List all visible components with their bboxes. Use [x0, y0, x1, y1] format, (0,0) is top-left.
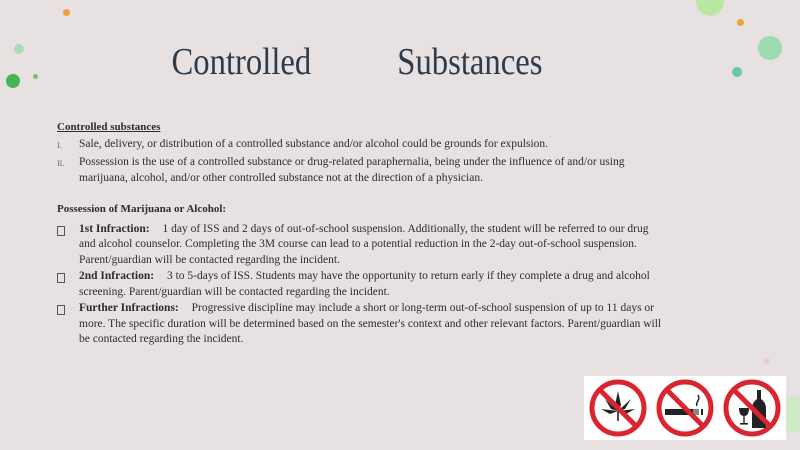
prohibition-signs [584, 376, 786, 440]
no-marijuana-icon [588, 378, 648, 438]
decor-dot [6, 74, 20, 88]
decor-dot [33, 74, 38, 79]
list-item [57, 155, 667, 186]
list-item-text: Sale, delivery, or distribution of a controlled substance and/or alcohol could be grounds for expulsion. [79, 137, 549, 150]
title-word-2: Substances [397, 41, 543, 83]
infraction-text: 1 day of ISS and 2 days of out-of-school suspension. Additionally, the student will be referred to our drug and alcohol counselor. Completing the 3M course can lead to a potential reduction in the 2-day out-of-school suspension. Parent/guardian will be contacted regarding the incident. [79, 222, 649, 266]
decor-dot [758, 36, 782, 60]
decor-dot [14, 44, 24, 54]
list-number: II. [57, 159, 65, 168]
list-item [57, 269, 667, 300]
bullet-box-icon [57, 305, 65, 315]
infraction-label: Further Infractions: [79, 302, 179, 314]
bullet-box-icon [57, 226, 65, 236]
decor-dot [63, 9, 70, 16]
decor-dot [764, 358, 770, 364]
no-alcohol-icon [722, 378, 782, 438]
infraction-text: 3 to 5-days of ISS. Students may have the opportunity to return early if they complete a drug and alcohol screening. Parent/guardian will be contacted regarding the incident. [79, 270, 650, 298]
decor-dot [732, 67, 742, 77]
list-item [57, 301, 667, 348]
list-item [57, 222, 667, 269]
list-number: I. [57, 140, 62, 150]
slide-body [57, 120, 667, 349]
slide-title [50, 40, 664, 84]
infraction-label: 2nd Infraction: [79, 270, 155, 282]
section-heading-possession: Possession of Marijuana or Alcohol: [57, 203, 227, 215]
title-word-1: Controlled [171, 41, 312, 83]
infraction-label: 1st Infraction: [79, 222, 150, 235]
no-smoking-icon [655, 378, 715, 438]
list-item [57, 137, 667, 153]
list-item-text: Possession is the use of a controlled substance or drug-related paraphernalia, being under the influence of and/or using marijuana, alcohol, and/or other controlled substance not at the direction of a physician. [79, 156, 625, 184]
decor-dot [696, 0, 724, 16]
infraction-text: Progressive discipline may include a short or long-term out-of-school suspension of up to 11 days or more. The specific duration will be determined based on the semester's context and other relevant factors. Parent/guardian will be contacted regarding the incident. [79, 302, 662, 345]
bullet-box-icon [57, 273, 65, 283]
section-heading-controlled-substances: Controlled substances [57, 121, 161, 133]
decor-dot [737, 19, 744, 26]
